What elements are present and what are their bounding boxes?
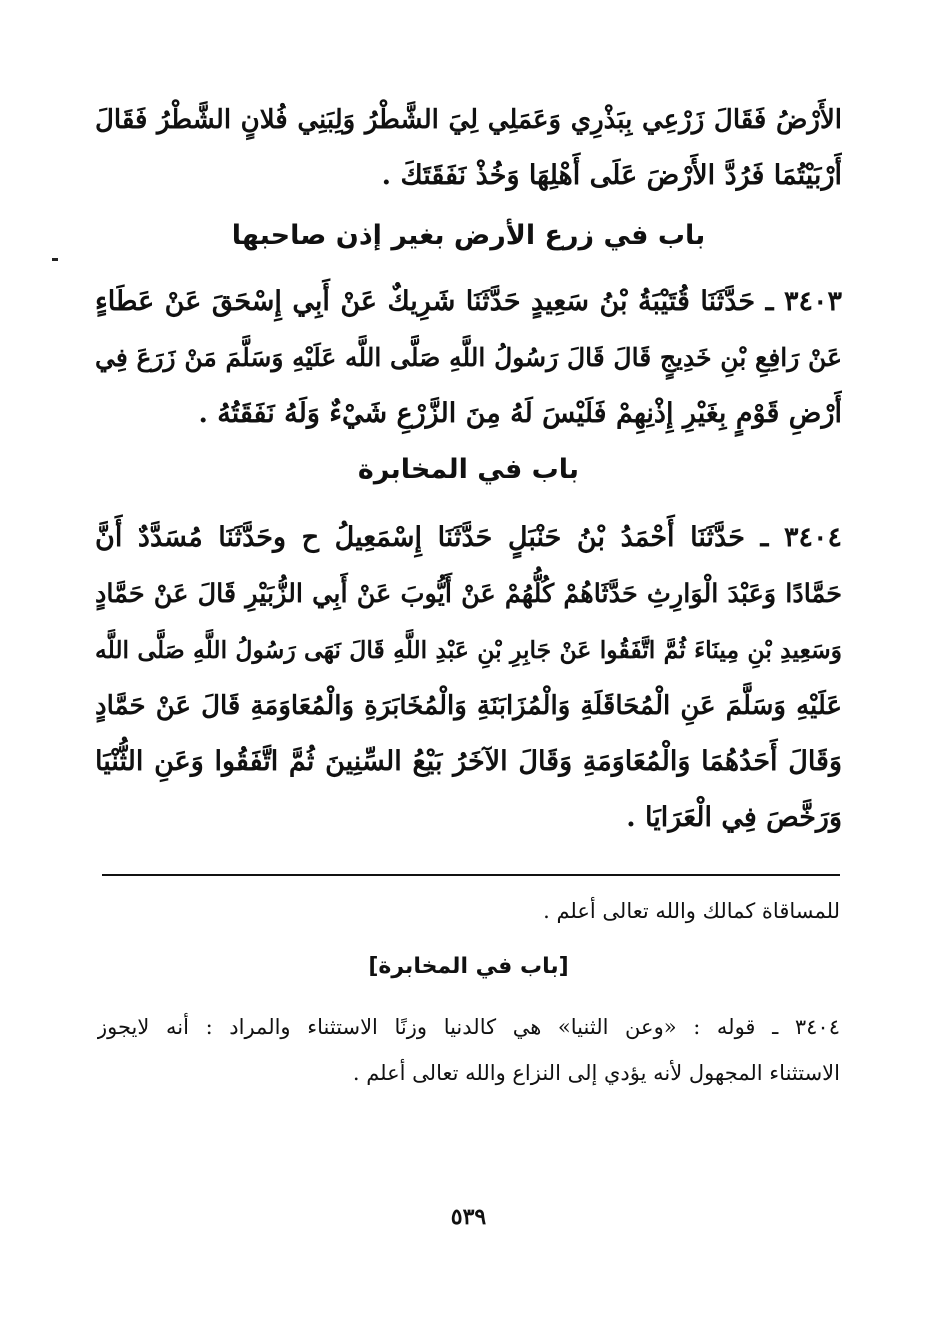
- hadith-3404-line: عَلَيْهِ وَسَلَّمَ عَنِ الْمُحَاقَلَةِ وَالْمُزَابَنَةِ وَالْمُخَابَرَةِ وَالْمُعَاوَمَةِ قَالَ عَنْ حَمَّادٍ: [95, 691, 842, 721]
- footnote-line: للمساقاة كمالك والله تعالى أعلم .: [543, 899, 840, 923]
- hadith-3403-line: أَرْضِ قَوْمٍ بِغَيْرِ إِذْنِهِمْ فَلَيْسَ لَهُ مِنَ الزَّرْعِ شَيْءٌ وَلَهُ نَفَقَتُهُ .: [198, 398, 842, 429]
- footnote-line: ٣٤٠٤ ـ قوله : «وعن الثنيا» هي كالدنيا وزنًا الاستثناء والمراد : أنه لايجوز: [97, 1015, 840, 1039]
- chapter-heading-mukhabara: باب في المخابرة: [357, 454, 580, 485]
- hadith-3403-line: عَنْ رَافِعِ بْنِ خَدِيجٍ قَالَ قَالَ رَسُولُ اللَّهِ صَلَّى اللَّه عَلَيْهِ وَسَلَّمَ مَنْ زَرَعَ فِي: [95, 343, 842, 372]
- hadith-3404-line: حَمَّادًا وَعَبْدَ الْوَارِثِ حَدَّثَاهُمْ كُلُّهُمْ عَنْ أَيُّوبَ عَنْ أَبِي الزُّبَيْرِ قَالَ عَنْ حَمَّادٍ: [95, 579, 842, 609]
- hadith-3403-line: ٣٤٠٣ ـ حَدَّثَنَا قُتَيْبَةُ بْنُ سَعِيدٍ حَدَّثَنَا شَرِيكٌ عَنْ أَبِي إِسْحَقَ عَنْ عَطَاءٍ: [95, 286, 842, 317]
- footnote-divider: [102, 874, 840, 876]
- hadith-3404-line: وَسَعِيدِ بْنِ مِينَاءَ ثُمَّ اتَّفَقُوا عَنْ جَابِرِ بْنِ عَبْدِ اللَّهِ قَالَ نَهَى رَسُولُ اللَّهِ صَلَّى اللَّه: [95, 636, 842, 664]
- text-line: الأَرْضُ فَقَالَ زَرْعِي بِبَذْرِي وَعَمَلِي لِيَ الشَّطْرُ وَلِبَنِي فُلانٍ الشَّطْرُ فَقَالَ: [95, 105, 842, 135]
- stray-ink-mark: [52, 258, 58, 261]
- chapter-heading-land-without-permission: باب في زرع الأرض بغير إذن صاحبها: [231, 220, 706, 251]
- hadith-3404-line: ٣٤٠٤ ـ حَدَّثَنَا أَحْمَدُ بْنُ حَنْبَلٍ حَدَّثَنَا إِسْمَعِيلُ ح وحَدَّثَنَا مُسَدَّدٌ أَنَّ: [95, 522, 842, 553]
- footnote-line: الاستثناء المجهول لأنه يؤدي إلى النزاع والله تعالى أعلم .: [352, 1061, 840, 1085]
- footnote-block: [97, 888, 840, 1096]
- page-number: ٥٣٩: [450, 1204, 487, 1230]
- footnote-heading: [باب في المخابرة]: [368, 954, 569, 979]
- hadith-3404-line: وَقَالَ أَحَدُهُمَا وَالْمُعَاوَمَةِ وَقَالَ الآخَرُ بَيْعُ السِّنِينَ ثُمَّ اتَّفَقُوا وَعَنِ الثُّنْيَا: [95, 746, 842, 777]
- hadith-3404-line: وَرَخَّصَ فِي الْعَرَايَا .: [626, 802, 842, 833]
- text-line: أَرْبَيْتُمَا فَرُدَّ الأَرْضَ عَلَى أَهْلِهَا وَخُذْ نَفَقَتَكَ .: [381, 160, 842, 191]
- main-text-block: [95, 92, 842, 846]
